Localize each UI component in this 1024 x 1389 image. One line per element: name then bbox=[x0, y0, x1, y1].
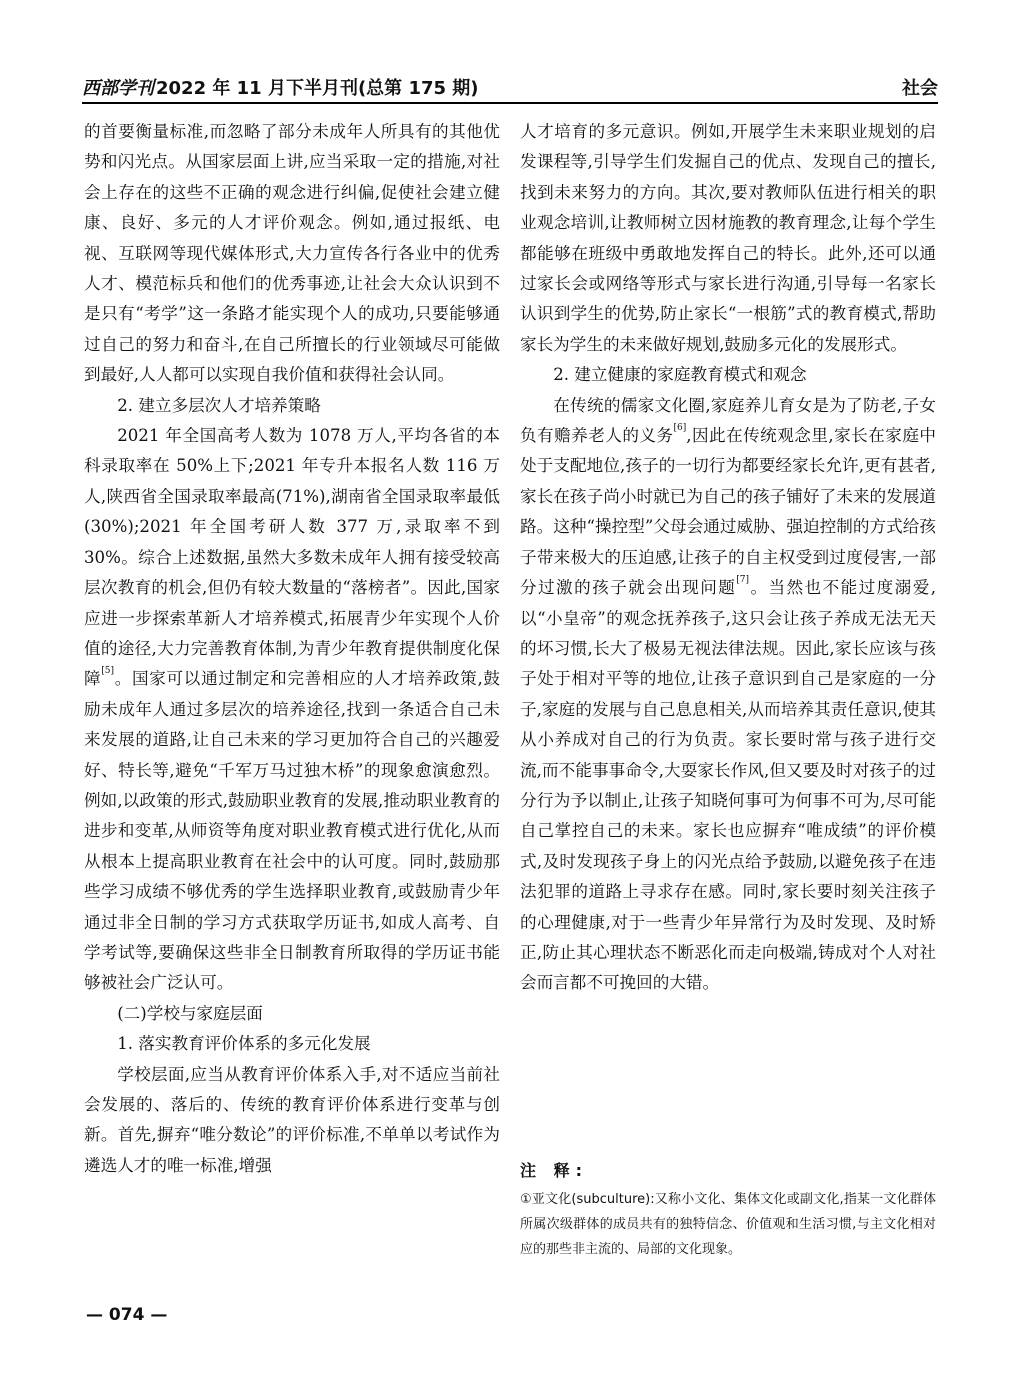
left-column bbox=[84, 117, 500, 1181]
paragraph: 学校层面,应当从教育评价体系入手,对不适应当前社会发展的、落后的、传统的教育评价体系进行变革与创新。首先,摒弃“唯分数论”的评价标准,不单单以考试作为遴选人才的唯一标准,增强 bbox=[84, 1064, 500, 1175]
citation-ref: [6] bbox=[673, 423, 687, 434]
issue-info: 2022 年 11 月下半月刊(总第 175 期) bbox=[156, 78, 479, 99]
journal-logo: 西部学刊 bbox=[82, 78, 154, 99]
section-label: 社会 bbox=[902, 78, 938, 99]
paragraph: 2021 年全国高考人数为 1078 万人,平均各省的本科录取率在 50%上下;2021 年专升本报名人数 116 万人,陕西省全国录取率最高(71%),湖南省全国录取率最低(30%);2021 年全国考研人数 377 万,录取率不到 30%。综合上述数据,虽然大多数未成年人拥有接受较高层次教育的机会,但仍有较大数量的“落榜者”。因此,国家应进一步探索革新人才培养模式,拓展青少年实现个人价值的途径,大力完善教育体制,为青少年教育提供制度化保障[5]。国家可以通过制定和完善相应的人才培养政策,鼓励未成年人通过多层次的培养途径,找到一条适合自己未来发展的道路,让自己未来的学习更加符合自己的兴趣爱好、特长等,避免“千军万马过独木桥”的现象愈演愈烈。例如,以政策的形式,鼓励职业教育的发展,推动职业教育的进步和变革,从师资等角度对职业教育模式进行优化,从而从根本上提高职业教育在社会中的认可度。同时,鼓励那些学习成绩不够优秀的学生选择职业教育,或鼓励青少年通过非全日制的学习方式获取学历证书,如成人高考、自学考试等,要确保这些非全日制教育所取得的学历证书能够被社会广泛认可。 bbox=[84, 426, 500, 993]
footnote: ①亚文化(subculture):又称小文化、集体文化或副文化,指某一文化群体所属次级群体的成员共有的独特信念、价值观和生活习惯,与主文化相对应的那些非主流的、局部的文化现象。 bbox=[520, 1192, 936, 1257]
subsection-heading: 1. 落实教育评价体系的多元化发展 bbox=[117, 1034, 371, 1054]
page-header bbox=[82, 64, 938, 104]
subsection-heading: 2. 建立多层次人才培养策略 bbox=[117, 395, 321, 415]
paragraph: 在传统的儒家文化圈,家庭养儿育女是为了防老,子女负有赡养老人的义务[6],因此在传统观念里,家长在家庭中处于支配地位,孩子的一切行为都要经家长允许,更有甚者,家长在孩子尚小时就已为自己的孩子铺好了未来的发展道路。这种“操控型”父母会通过威胁、强迫控制的方式给孩子带来极大的压迫感,让孩子的自主权受到过度侵害,一部分过激的孩子就会出现问题[7]。当然也不能过度溺爱,以“小皇帝”的观念抚养孩子,这只会让孩子养成无法无天的坏习惯,长大了极易无视法律法规。因此,家长应该与孩子处于相对平等的地位,让孩子意识到自己是家庭的一分子,家庭的发展与自己息息相关,从而培养其责任意识,使其从小养成对自己的行为负责。家长要时常与孩子进行交流,而不能事事命令,大耍家长作风,但又要及时对孩子的过分行为予以制止,让孩子知晓何事可为何事不可为,尽可能自己掌控自己的未来。家长也应摒弃“唯成绩”的评价模式,及时发现孩子身上的闪光点给予鼓励,以避免孩子在违法犯罪的道路上寻求存在感。同时,家长要时刻关注孩子的心理健康,对于一些青少年异常行为及时发现、及时矫正,防止其心理状态不断恶化而走向极端,铸成对个人对社会而言都不可挽回的大错。 bbox=[520, 395, 936, 993]
paragraph: 的首要衡量标准,而忽略了部分未成年人所具有的其他优势和闪光点。从国家层面上讲,应当采取一定的措施,对社会上存在的这些不正确的观念进行纠偏,促使社会建立健康、良好、多元的人才评价观念。例如,通过报纸、电视、互联网等现代媒体形式,大力宣传各行各业中的优秀人才、模范标兵和他们的优秀事迹,让社会大众认识到不是只有“考学”这一条路才能实现个人的成功,只要能够通过自己的努力和奋斗,在自己所擅长的行业领域尽可能做到最好,人人都可以实现自我价值和获得社会认同。 bbox=[84, 122, 500, 385]
page-number: — 074 — bbox=[86, 1305, 168, 1325]
section-heading: (二)学校与家庭层面 bbox=[117, 1003, 263, 1023]
right-column bbox=[520, 117, 936, 999]
notes-section bbox=[520, 1158, 936, 1262]
citation-ref: [7] bbox=[736, 575, 750, 586]
subsection-heading: 2. 建立健康的家庭教育模式和观念 bbox=[553, 365, 807, 385]
header-journal-issue bbox=[82, 74, 479, 100]
citation-ref: [5] bbox=[101, 666, 115, 677]
paragraph: 人才培育的多元意识。例如,开展学生未来职业规划的启发课程等,引导学生们发掘自己的优点、发现自己的擅长,找到未来努力的方向。其次,要对教师队伍进行相关的职业观念培训,让教师树立因材施教的教育理念,让每个学生都能够在班级中勇敢地发挥自己的特长。此外,还可以通过家长会或网络等形式与家长进行沟通,引导每一名家长认识到学生的优势,防止家长“一根筋”式的教育模式,帮助家长为学生的未来做好规划,鼓励多元化的发展形式。 bbox=[520, 122, 936, 354]
notes-title: 注 释: bbox=[520, 1161, 588, 1180]
